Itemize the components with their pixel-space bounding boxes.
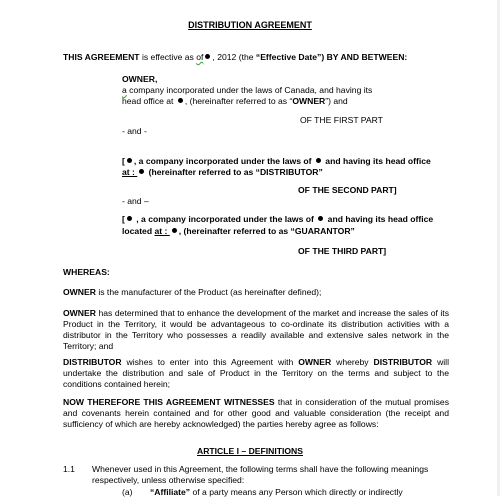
guarantor-line-2-a: located (122, 226, 155, 236)
owner-line-2-a: head office at (122, 96, 176, 106)
placeholder-bullet-icon (318, 216, 323, 221)
sub-clause-label: (a) (122, 487, 133, 497)
clause-text-2: respectively, unless otherwise specified: (92, 475, 245, 485)
recital-2-text: has determined that to enhance the development of the market and increase the sales of its Product in the Territory, it would be advantageous to co-ordinate its distribution activities with a distributor in the Territory who possesses a readily available and extensive sales network in the Territory; and (63, 308, 449, 351)
guarantor-line-1 (122, 214, 433, 225)
distributor-line-1-c: and having its head office (322, 156, 431, 166)
article-heading: ARTICLE I – DEFINITIONS (197, 446, 303, 456)
distributor-line-1-a: [ (122, 156, 125, 166)
intro-year: , 2012 (the (212, 52, 256, 62)
intro-line (63, 52, 407, 63)
owner-line-1 (122, 85, 372, 96)
distributor-line-2-b: (hereinafter referred to as “DISTRIBUTOR” (146, 167, 323, 177)
and-separator-2: - and – (122, 196, 149, 206)
first-part: OF THE FIRST PART (300, 115, 383, 125)
recital-3 (63, 357, 449, 390)
third-part: OF THE THIRD PART] (298, 246, 387, 256)
intro-lead: THIS AGREEMENT (63, 52, 140, 62)
owner-line-1-b: company incorporated under the laws of Canada, and having its (126, 85, 373, 95)
recital-3-name-2: OWNER (298, 357, 332, 367)
owner-line-1-a: a (122, 85, 127, 95)
guarantor-line-2-b: at : (154, 226, 170, 236)
recital-3-name-3: DISTRIBUTOR (373, 357, 433, 367)
sub-clause-text: of a party means any Person which directly or indirectly (190, 487, 403, 497)
clause-text-1: Whenever used in this Agreement, the following terms shall have the following meanings (92, 464, 429, 474)
placeholder-bullet-icon (178, 98, 183, 103)
owner-line-2-b: , (hereinafter referred to as “ (184, 96, 293, 106)
intro-effective-date: “Effective Date” (255, 52, 322, 62)
placeholder-bullet-icon (127, 216, 132, 221)
distributor-line-1 (122, 156, 431, 167)
guarantor-line-1-c: and having its head office (325, 214, 434, 224)
placeholder-bullet-icon (205, 54, 210, 59)
sub-clause-term: “Affiliate” (150, 487, 191, 497)
document-title: DISTRIBUTION AGREEMENT (188, 20, 312, 30)
distributor-line-2 (122, 167, 323, 178)
recital-3-name-1: DISTRIBUTOR (63, 357, 122, 367)
whereas-heading: WHEREAS: (63, 267, 110, 277)
recital-1-name: OWNER (63, 287, 96, 297)
intro-tail: ) BY AND BETWEEN: (321, 52, 408, 62)
owner-line-2 (122, 96, 348, 107)
witness-text: that in consideration of the mutual promises and covenants herein contained and for other good and valuable consideration (the receipt and sufficiency of which are hereby acknowledged) the parties hereby agree as follows: (63, 397, 450, 429)
witness-lead: NOW THEREFORE THIS AGREEMENT WITNESSES (63, 397, 275, 407)
recital-3-text-1: wishes to enter into this Agreement with (121, 357, 299, 367)
second-part: OF THE SECOND PART] (298, 185, 397, 195)
recital-1-text: is the manufacturer of the Product (as hereinafter defined); (95, 287, 322, 297)
guarantor-line-1-b: , a company incorporated under the laws of (133, 214, 317, 224)
clause-number: 1.1 (63, 464, 75, 474)
intro-mid: is effective as (139, 52, 197, 62)
recital-2 (63, 308, 449, 352)
placeholder-bullet-icon (316, 158, 321, 163)
guarantor-line-2-c: , (hereinafter referred to as “GUARANTOR” (178, 226, 355, 236)
owner-line-2-d: ”) and (325, 96, 348, 106)
recital-1 (63, 287, 449, 298)
guarantor-line-1-a: [ (122, 214, 125, 224)
owner-line-2-c: OWNER (292, 96, 326, 106)
recital-3-text-2: whereby (331, 357, 374, 367)
and-separator-1: - and - (122, 126, 147, 136)
distributor-line-1-b: , a company incorporated under the laws of (133, 156, 314, 166)
placeholder-bullet-icon (139, 169, 144, 174)
witness-paragraph (63, 397, 449, 430)
distributor-line-2-a: at : (122, 167, 138, 177)
intro-of: of (196, 52, 204, 62)
sub-clause (150, 487, 403, 498)
guarantor-line-2 (122, 226, 355, 237)
placeholder-bullet-icon (172, 228, 177, 233)
owner-name: OWNER, (122, 74, 158, 84)
recital-3-text-3: will undertake the distribution and sale of Product in the Territory on the terms and subject to the conditions contained herein; (63, 357, 450, 389)
recital-2-name: OWNER (63, 308, 96, 318)
placeholder-bullet-icon (127, 158, 132, 163)
